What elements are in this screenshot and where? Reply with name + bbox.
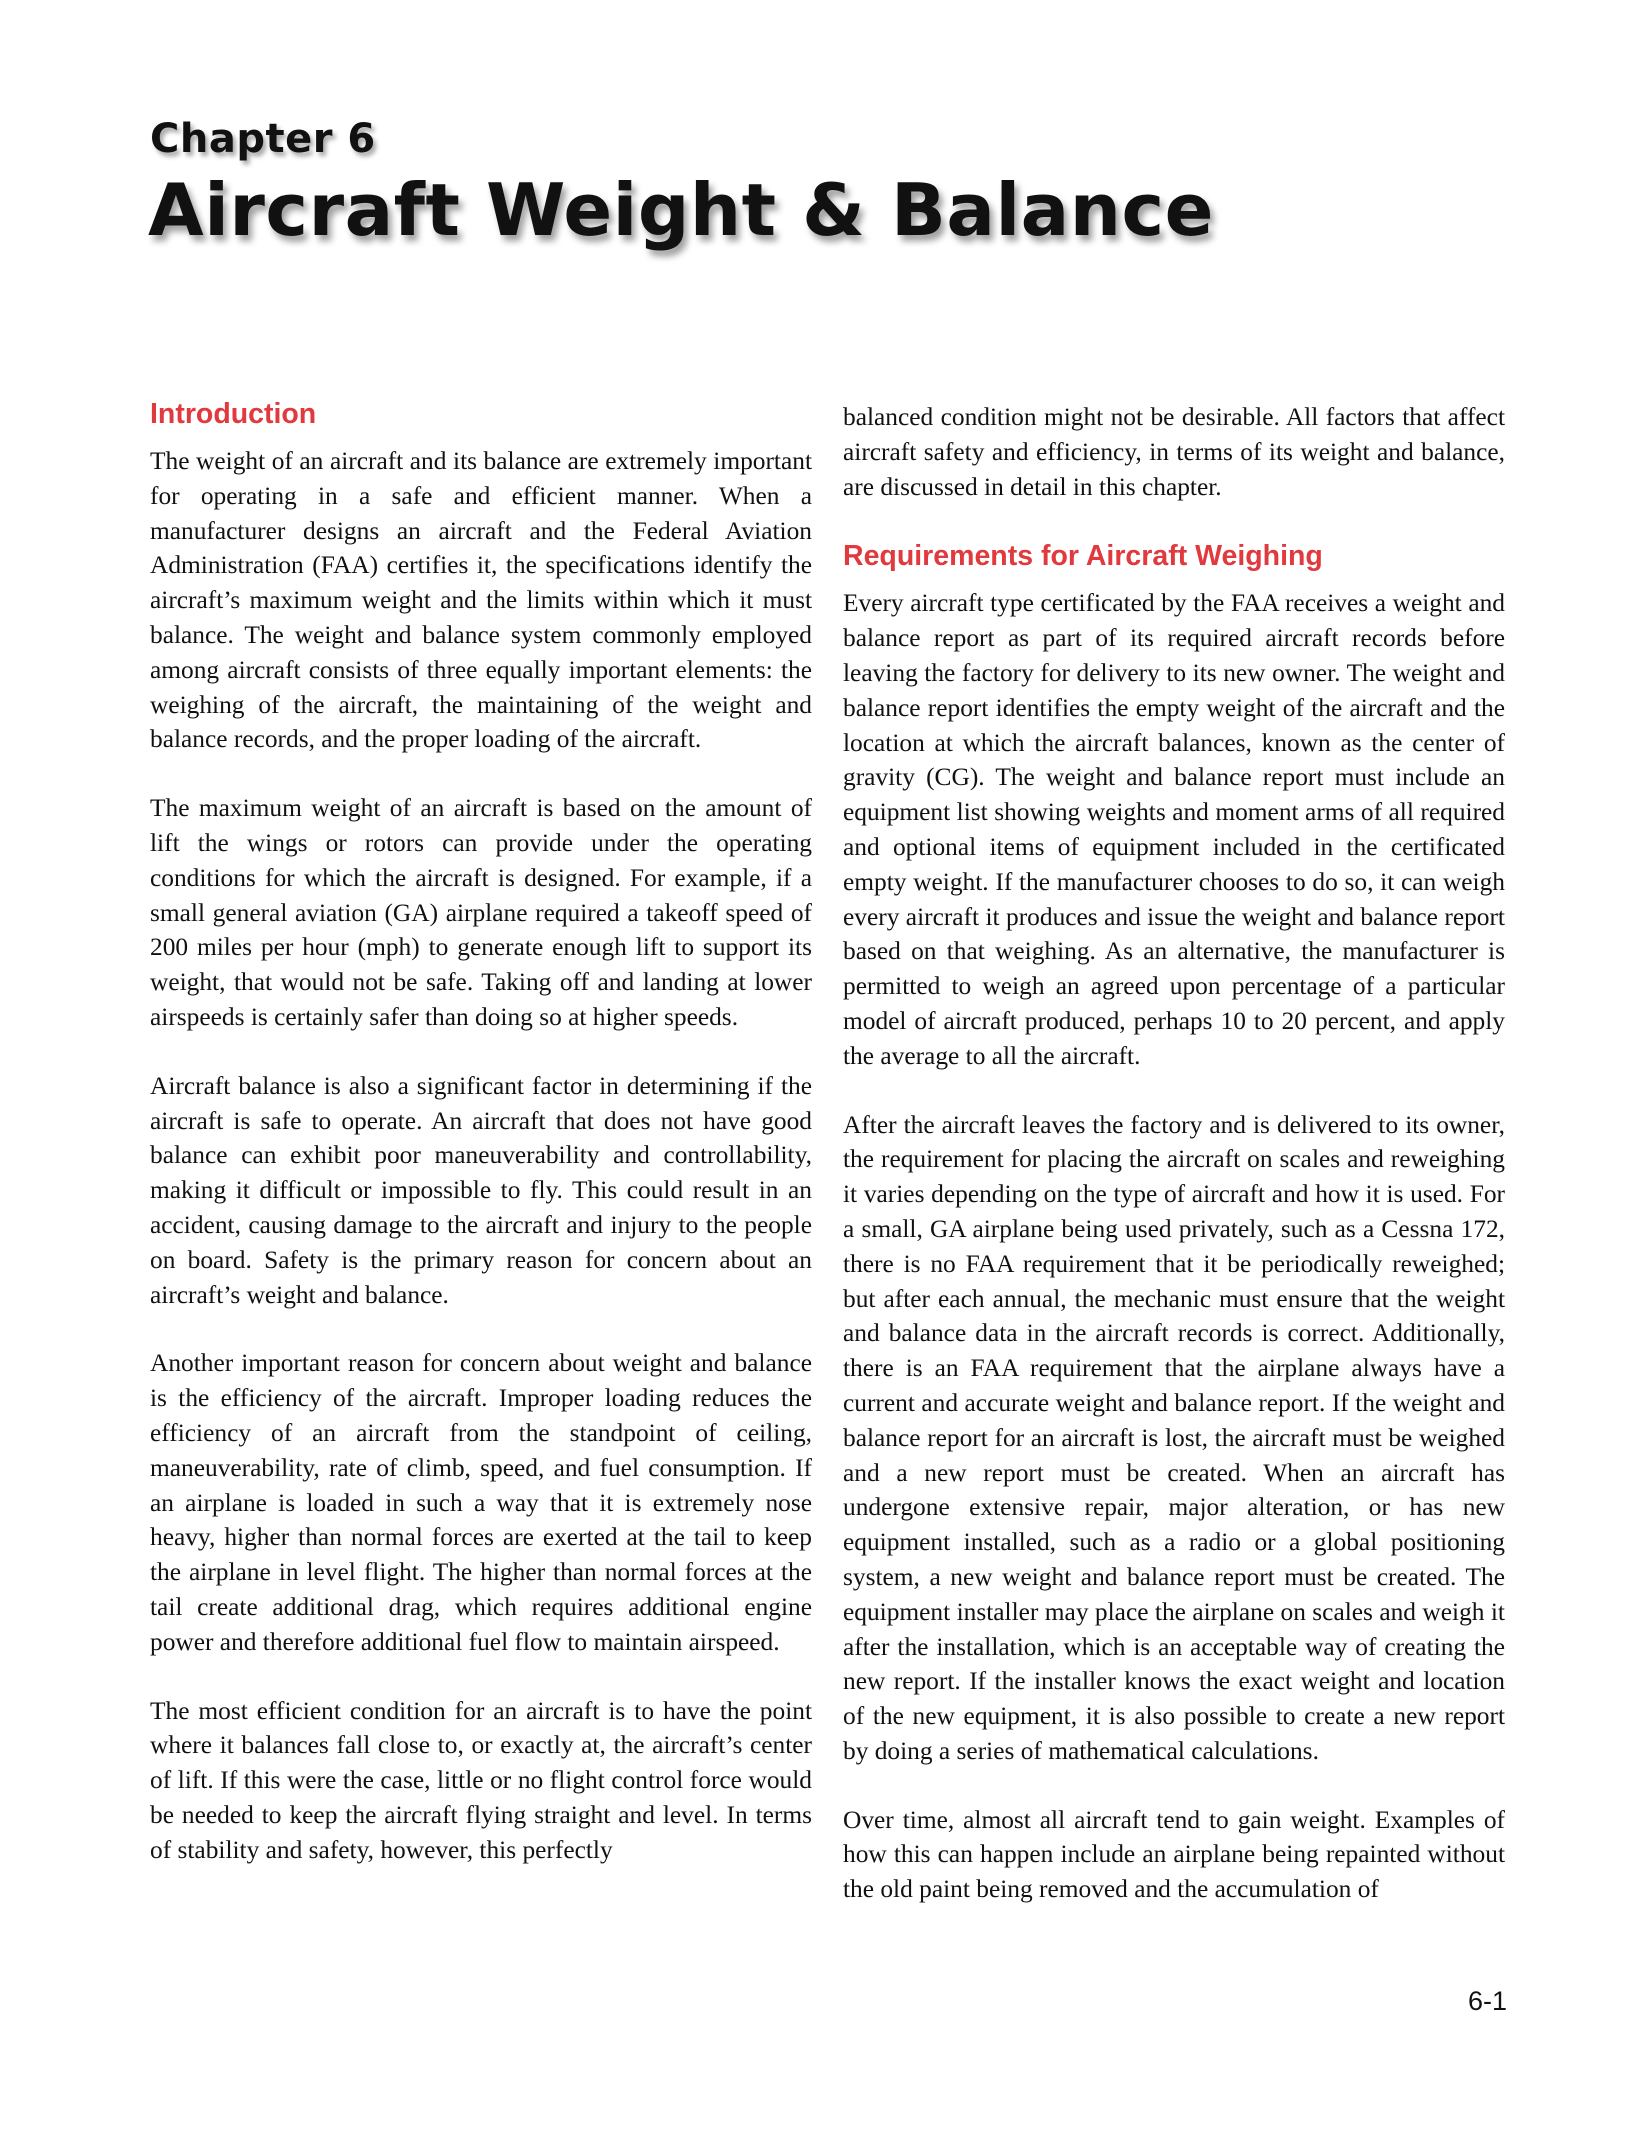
page-number: 6-1 [1467,1986,1507,2016]
right-column [843,400,1505,1941]
section-heading-requirements: Requirements for Aircraft Weighing [843,540,1323,573]
section-heading-introduction: Introduction [150,398,317,430]
paragraph: The most efficient condition for an aircraft is to have the point where it balances fall close to, or exactly at, the aircraft’s center of lift. If this were the case, little or no flight control force would be needed to keep the aircraft flying straight and level. In terms of stability and safety, however, this perfectly [150,1696,812,1864]
paragraph: The weight of an aircraft and its balance are extremely important for operating in a safe and efficient manner. When a manufacturer designs an aircraft and the Federal Aviation Administration (FAA) certifies it, the specifications identify the aircraft’s maximum weight and the limits within which it must balance. The weight and balance system commonly employed among aircraft consists of three equally important elements: the weighing of the aircraft, the maintaining of the weight and balance records, and the proper loading of the aircraft. [150,447,812,754]
paragraph: Aircraft balance is also a significant factor in determining if the aircraft is safe to operate. An aircraft that does not have good balance can exhibit poor maneuverability and controllability, making it difficult or impossible to fly. This could result in an accident, causing damage to the aircraft and injury to the people on board. Safety is the primary reason for concern about an aircraft’s weight and balance. [150,1071,812,1309]
paragraph: The maximum weight of an aircraft is based on the amount of lift the wings or rotors can provide under the operating conditions for which the aircraft is designed. For example, if a small general aviation (GA) airplane required a takeoff speed of 200 miles per hour (mph) to generate enough lift to support its weight, that would not be safe. Taking off and landing at lower airspeeds is certainly safer than doing so at higher speeds. [150,794,812,1031]
paragraph-continuation: balanced condition might not be desirable. All factors that affect aircraft safety and efficiency, in terms of its weight and balance, are discussed in detail in this chapter. [843,403,1505,501]
paragraph: Every aircraft type certificated by the FAA receives a weight and balance report as part of its required aircraft records before leaving the factory for delivery to its new owner. The weight and balance report identifies the empty weight of the aircraft and the location at which the aircraft balances, known as the center of gravity (CG). The weight and balance report must include an equipment list showing weights and moment arms of all required and optional items of equipment included in the certificated empty weight. If the manufacturer chooses to do so, it can weigh every aircraft it produces and issue the weight and balance report based on that weighing. As an alternative, the manufacturer is permitted to weigh an agreed upon percentage of a particular model of aircraft produced, perhaps 10 to 20 percent, and apply the average to all the aircraft. [843,589,1505,1070]
chapter-label: Chapter 6 [150,116,376,162]
paragraph: After the aircraft leaves the factory and is delivered to its owner, the requirement for placing the aircraft on scales and reweighing it varies depending on the type of aircraft and how it is used. For a small, GA airplane being used privately, such as a Cessna 172, there is no FAA requirement that it be periodically reweighed; but after each annual, the mechanic must ensure that the weight and balance data in the aircraft records is correct. Additionally, there is an FAA requirement that the airplane always have a current and accurate weight and balance report. If the weight and balance report for an aircraft is lost, the aircraft must be weighed and a new report must be created. When an aircraft has undergone extensive repair, major alteration, or has new equipment installed, such as a radio or a global positioning system, a new weight and balance report must be created. The equipment installer may place the airplane on scales and weigh it after the installation, which is an acceptable way of creating the new report. If the installer knows the exact weight and location of the new equipment, it is also possible to create a new report by doing a series of mathematical calculations. [843,1110,1505,1765]
chapter-title: Aircraft Weight & Balance [148,168,1214,252]
left-column [150,396,812,1901]
paragraph: Another important reason for concern about weight and balance is the efficiency of the aircraft. Improper loading reduces the efficiency of an aircraft from the standpoint of ceiling, maneuverability, rate of climb, speed, and fuel consumption. If an airplane is loaded in such a way that it is extremely nose heavy, higher than normal forces are exerted at the tail to keep the airplane in level flight. The higher than normal forces at the tail create additional drag, which requires additional engine power and therefore additional fuel flow to maintain airspeed. [150,1349,812,1656]
paragraph: Over time, almost all aircraft tend to gain weight. Examples of how this can happen include an airplane being repainted without the old paint being removed and the accumulation of [843,1805,1505,1904]
